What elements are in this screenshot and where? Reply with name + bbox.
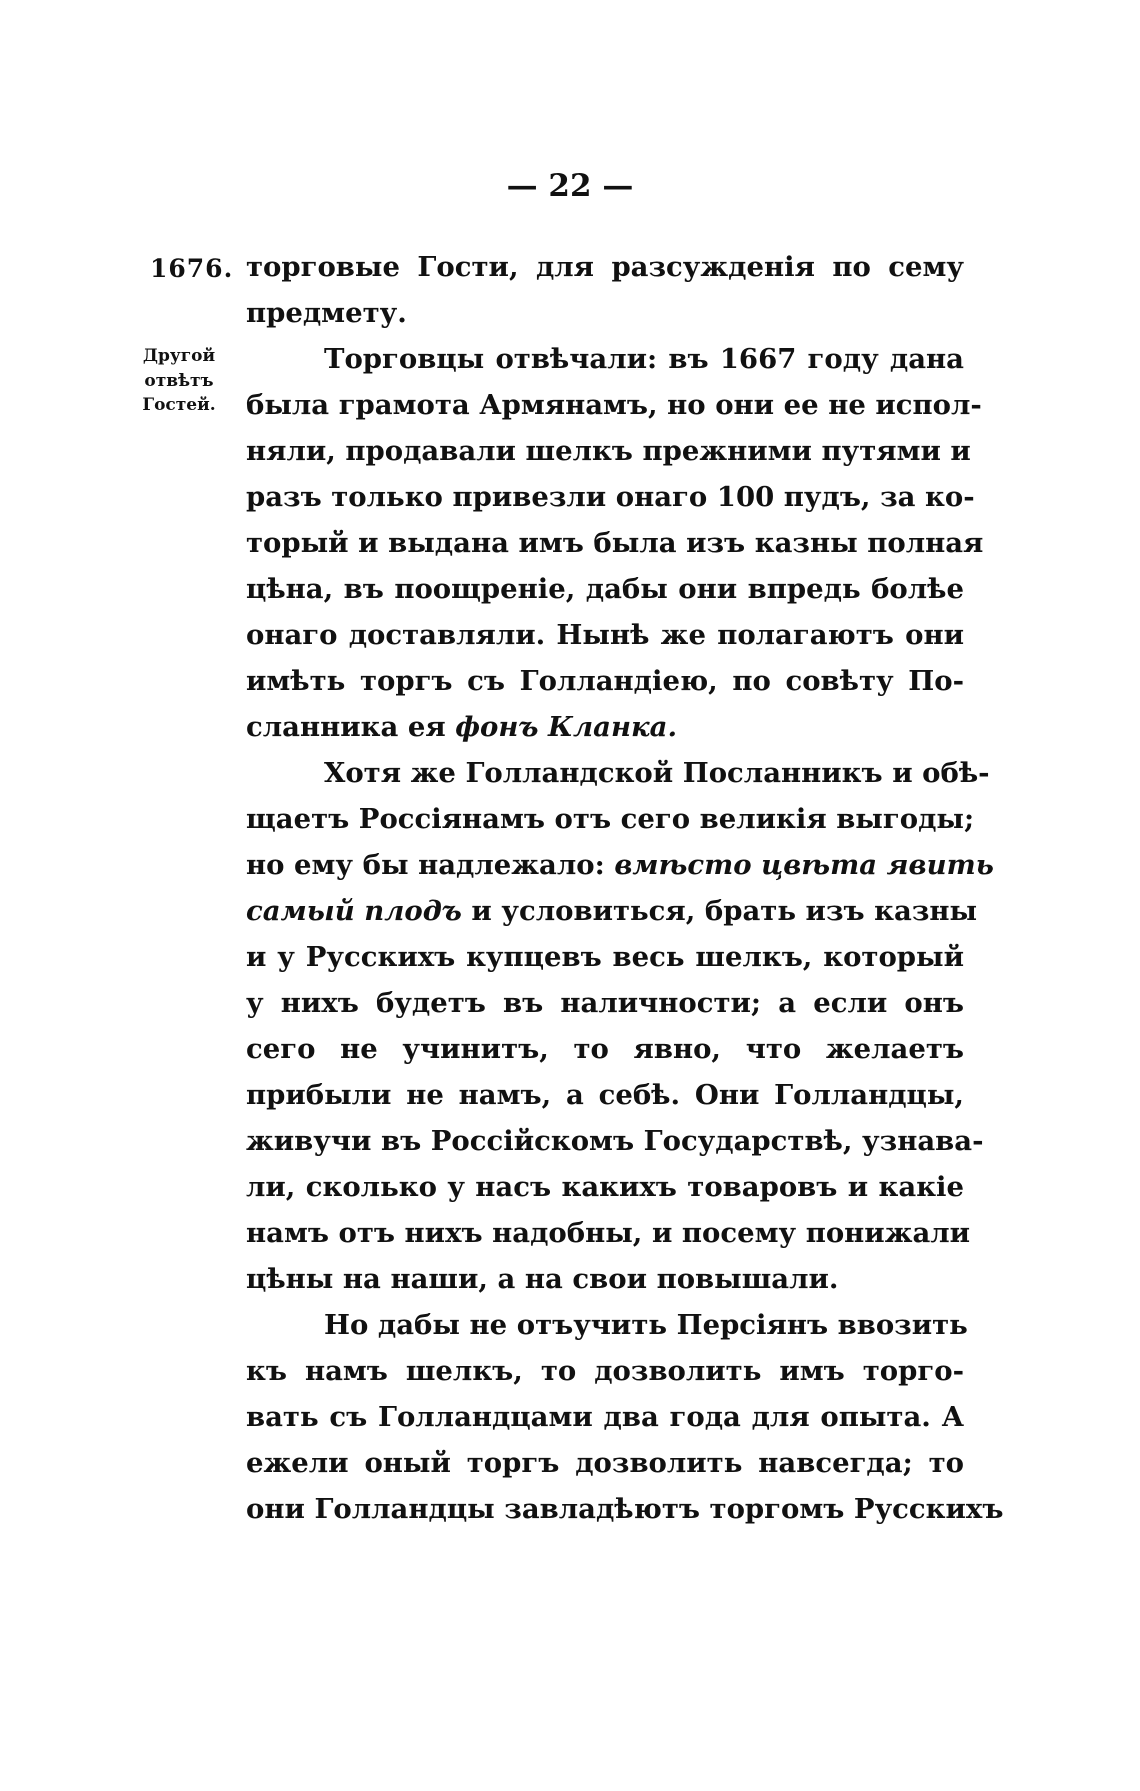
margin-note-line: отвѣтъ bbox=[144, 370, 214, 391]
text-line: у нихъ будетъ въ наличности; а если онъ bbox=[246, 987, 964, 1019]
italic-phrase: самый плодъ bbox=[246, 895, 462, 927]
text-fragment: сланника ея bbox=[246, 711, 446, 743]
text-line: ли, сколько у насъ какихъ товаровъ и какіе bbox=[246, 1171, 964, 1203]
margin-note-line: Гостей. bbox=[142, 395, 216, 416]
italic-phrase: вмѣсто цвѣта явить bbox=[614, 849, 994, 881]
text-line bbox=[246, 842, 994, 888]
text-line: цѣны на наши, а на свои повышали. bbox=[246, 1263, 839, 1295]
text-line: Торговцы отвѣчали: въ 1667 году дана bbox=[324, 343, 964, 375]
text-line: ежели оный торгъ дозволить навсегда; то bbox=[246, 1447, 964, 1479]
text-line: и у Русскихъ купцевъ весь шелкъ, который bbox=[246, 941, 964, 973]
text-line: цѣна, въ поощреніе, дабы они впредь болѣе bbox=[246, 573, 964, 605]
text-line: Но дабы не отъучить Персіянъ ввозить bbox=[324, 1309, 968, 1341]
margin-year: 1676. bbox=[150, 254, 234, 283]
text-fragment: и условиться, брать изъ казны bbox=[471, 895, 978, 927]
text-line: Хотя же Голландской Посланникъ и обѣ- bbox=[324, 757, 990, 789]
text-line: няли, продавали шелкъ прежними путями и bbox=[246, 435, 971, 467]
margin-note bbox=[128, 344, 230, 418]
text-line: торговые Гости, для разсужденія по сему bbox=[246, 251, 964, 283]
text-line: торый и выдана имъ была изъ казны полная bbox=[246, 527, 984, 559]
text-line: къ намъ шелкъ, то дозволить имъ торго- bbox=[246, 1355, 964, 1387]
margin-note-line: Другой bbox=[142, 346, 216, 366]
body-text bbox=[246, 244, 1004, 1532]
text-line: онаго доставляли. Нынѣ же полагаютъ они bbox=[246, 619, 964, 651]
page-number: — 22 — bbox=[506, 168, 634, 204]
text-line: живучи въ Россійскомъ Государствѣ, узнава- bbox=[246, 1125, 984, 1157]
text-line: была грамота Армянамъ, но они ее не испол- bbox=[246, 389, 982, 421]
text-line: прибыли не намъ, а себѣ. Они Голландцы, bbox=[246, 1079, 964, 1111]
italic-name: фонъ Кланка. bbox=[455, 711, 678, 743]
text-line bbox=[246, 888, 978, 934]
text-line: они Голландцы завладѣютъ торгомъ Русскихъ bbox=[246, 1493, 1004, 1525]
text-line: щаетъ Россіянамъ отъ сего великія выгоды; bbox=[246, 803, 975, 835]
text-line: намъ отъ нихъ надобны, и посему понижали bbox=[246, 1217, 971, 1249]
text-line: вать съ Голландцами два года для опыта. А bbox=[246, 1401, 964, 1433]
text-line: предмету. bbox=[246, 297, 407, 329]
text-line: имѣть торгъ съ Голландіею, по совѣту По- bbox=[246, 665, 964, 697]
text-line bbox=[246, 704, 964, 750]
text-fragment: но ему бы надлежало: bbox=[246, 849, 605, 881]
text-line: разъ только привезли онаго 100 пудъ, за ко- bbox=[246, 481, 975, 513]
text-line: сего не учинитъ, то явно, что желаетъ bbox=[246, 1033, 964, 1065]
